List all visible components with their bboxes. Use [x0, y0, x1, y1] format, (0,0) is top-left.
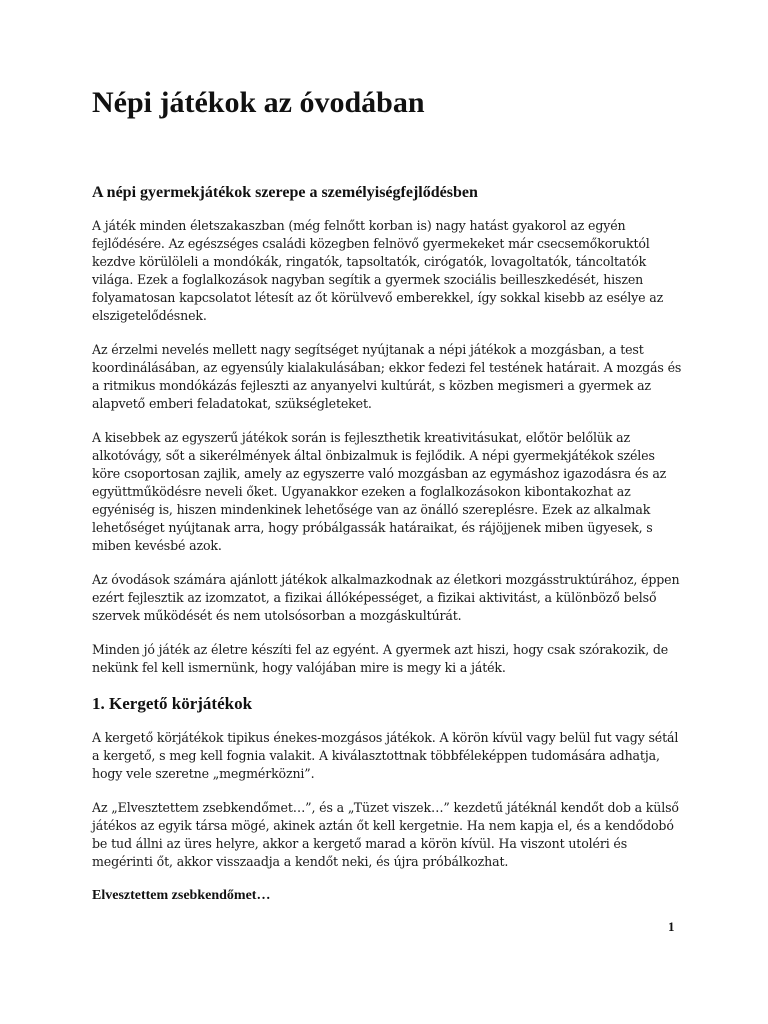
paragraph-2: Az érzelmi nevelés mellett nagy segítséget nyújtanak a népi játékok a mozgásban, a test koordinálásában, az egyensúly kialakulásában; ekkor fedezi fel testének határait. A mozgás és a ritmikus mondókázás fejleszti az anyanyelvi kultúrát, s közben megismeri a gyermek az alapvető emberi feladatokat, szükségleteket. — [92, 342, 682, 411]
paragraph-3: A kisebbek az egyszerű játékok során is fejleszthetik kreativitásukat, előtör belőlük az alkotóvágy, sőt a sikerélmények által önbizalmuk is fejlődik. A népi gyermekjátékok széles köre csoportosan zajlik, amely az egyszerre való mozgásban az egymáshoz igazodásra és az együttműködésre neveli őket. Ugyanakkor ezeken a foglalkozásokon kibontakozhat az egyéniség is, hiszen mindenkinek lehetősége van az önálló szereplésre. Ezek az alkalmak lehetőséget nyújtanak arra, hogy próbálgassák határaikat, és rájöjjenek miben ügyesek, s miben kevésbé azok. — [92, 430, 667, 553]
paragraph-4: Az óvodások számára ajánlott játékok alkalmazkodnak az életkori mozgásstruktúrához, éppen ezért fejlesztik az izomzatot, a fizikai állóképességet, a fizikai aktivitást, a különböző belső szervek működését és nem utolsósorban a mozgáskultúrát. — [92, 572, 680, 623]
subsection-paragraph-1: A kergető körjátékok tipikus énekes-mozgásos játékok. A körön kívül vagy belül fut vagy sétál a kergető, s meg kell fognia valakit. A kiválasztottnak többféleképpen tudomására adhatja, hogy vele szeretne „megmérközni”. — [92, 730, 679, 781]
paragraph-1: A játék minden életszakaszban (még felnőtt korban is) nagy hatást gyakorol az egyén fejlődésére. Az egészséges családi közegben felnövő gyermekeket már csecsemőkoruktól kezdve körülöleli a mondókák, ringatók, tapsoltatók, cirógatók, lovagoltatók, táncoltatók világa. Ezek a foglalkozások nagyban segítik a gyermek szociális beilleszkedését, hiszen folyamatosan kapcsolatot létesít az őt körülvevő emberekkel, így sokkal kisebb az esélye az elszigetelődésnek. — [92, 218, 664, 323]
paragraph-5: Minden jó játék az életre készíti fel az egyént. A gyermek azt hiszi, hogy csak szórakozik, de nekünk fel kell ismernünk, hogy valójában mire is megy ki a játék. — [92, 642, 669, 675]
page-content — [92, 86, 684, 905]
page-number: 1 — [668, 919, 675, 934]
subsection-heading: 1. Kergető körjátékok — [92, 694, 253, 713]
subsection-paragraph-2: Az „Elvesztettem zsebkendőmet…”, és a „Tüzet viszek…” kezdetű játéknál kendőt dob a külső játékos az egyik társa mögé, akinek aztán őt kell kergetnie. Ha nem kapja el, és a kendődobó be tud állni az üres helyre, akkor a kergető marad a körön kívül. Ha viszont utoléri és megérinti őt, akkor visszaadja a kendőt neki, és újra próbálkozhat. — [92, 800, 679, 869]
poem-title: Elvesztettem zsebkendőmet… — [92, 888, 271, 903]
section-heading: A népi gyermekjátékok szerepe a személyiségfejlődésben — [92, 184, 478, 201]
document-title: Népi játékok az óvodában — [92, 86, 425, 119]
